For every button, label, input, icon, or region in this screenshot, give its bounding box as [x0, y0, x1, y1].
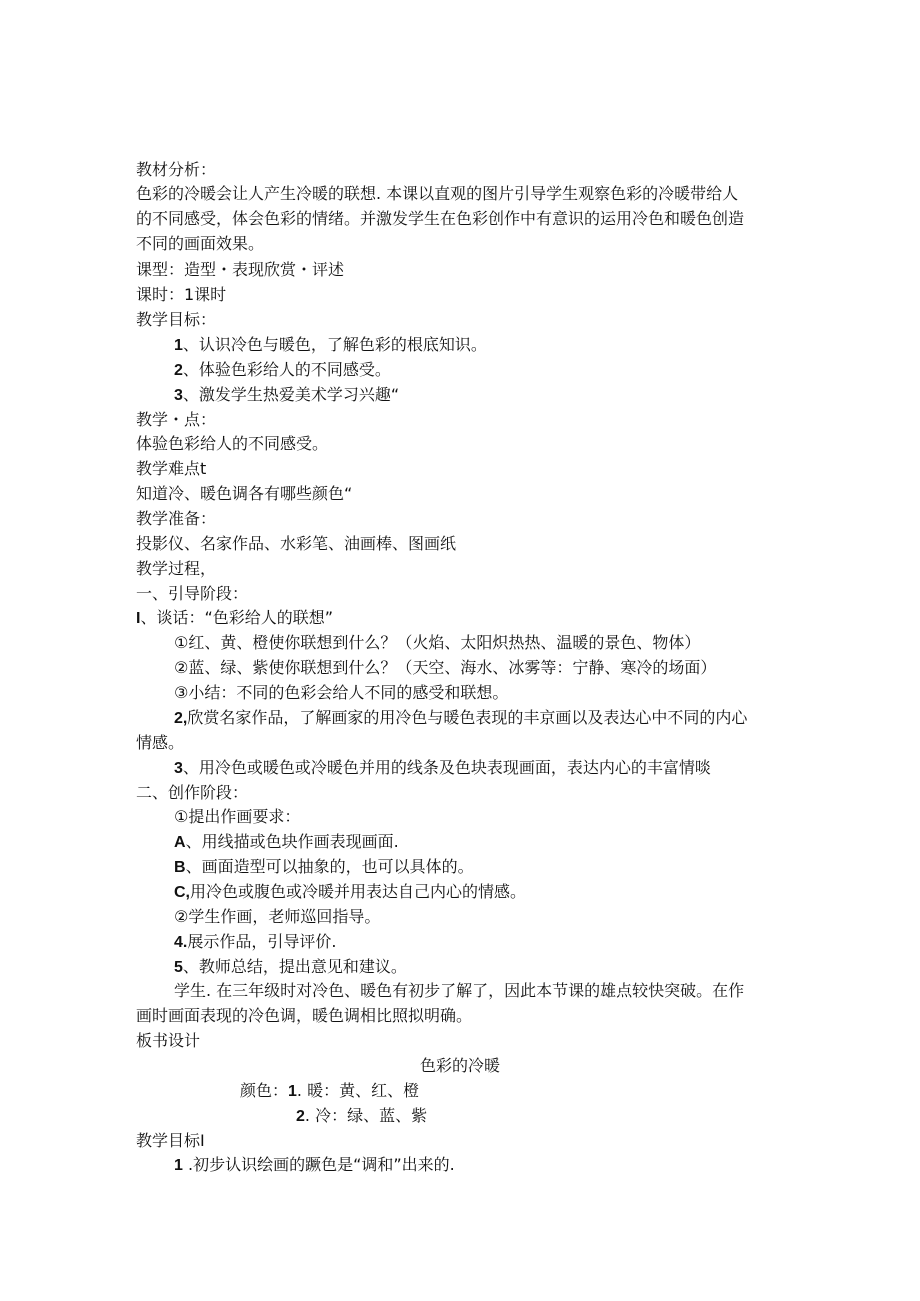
paragraph-line: 的不同感受，体会色彩的情绪。并激发学生在色彩创作中有意识的运用冷色和暖色创造 [136, 209, 745, 228]
board-line: 颜色：1. 暖：黄、红、橙 [240, 1081, 420, 1100]
board-line: 2. 冷：绿、蓝、紫 [296, 1106, 428, 1125]
paragraph-line: 知道冷、暖色调各有哪些颜色“ [136, 484, 353, 503]
lesson-hours: 课时：1课时 [136, 285, 227, 304]
paragraph-line: 学生. 在三年级时对冷色、暖色有初步了解了，因此本节课的雄点较快突破。在作 [174, 981, 745, 1000]
paragraph-line: 投影仪、名家作品、水彩笔、油画棒、图画纸 [136, 534, 457, 553]
list-item: B、画面造型可以抽象的，也可以具体的。 [174, 857, 474, 876]
paragraph-line: 色彩的冷暖会让人产生冷暖的联想. 本课以直观的图片引导学生观察色彩的冷暖带给人 [136, 184, 739, 203]
board-title: 色彩的冷暖 [419, 1056, 500, 1075]
section-heading: 一、引导阶段： [136, 584, 249, 603]
lesson-type: 课型：造型・表现欣赏・评述 [136, 260, 345, 279]
paragraph-line: 画时画面表现的冷色调，暖色调相比照拟明确。 [136, 1006, 473, 1025]
list-item: A、用线描或色块作画表现画面. [174, 832, 399, 851]
list-item: 4.展示作品，引导评价. [174, 932, 337, 951]
paragraph-line: 情感。 [136, 733, 185, 752]
heading-material-analysis: 教材分析： [136, 160, 217, 179]
heading-teaching-process: 教学过程， [136, 559, 217, 578]
list-item: 2,欣赏名家作品，了解画家的用冷色与暖色表现的丰京画以及表达心中不同的内心 [174, 708, 748, 727]
goal-item: 1 .初步认识绘画的蹶色是“调和”出来的. [174, 1155, 455, 1174]
list-item: ②蓝、绿、紫使你联想到什么？（天空、海水、冰雾等：宁静、寒冷的场面） [174, 658, 717, 677]
list-item: I、谈话：“色彩给人的联想” [136, 608, 334, 627]
heading-preparation: 教学准备： [136, 509, 217, 528]
heading-board-design: 板书设计 [136, 1031, 201, 1050]
heading-teaching-goals-2: 教学目标I [136, 1131, 205, 1150]
goal-item: 3、激发学生热爱美术学习兴趣“ [174, 385, 400, 404]
paragraph-line: 不同的画面效果。 [136, 234, 265, 253]
section-heading: 二、创作阶段： [136, 783, 249, 802]
list-item: 5、教师总结，提出意见和建议。 [174, 957, 407, 976]
heading-teaching-goals: 教学目标： [136, 310, 217, 329]
list-item: ①提出作画要求： [174, 807, 301, 826]
goal-item: 2、体验色彩给人的不同感受。 [174, 360, 391, 379]
goal-item: 1、认识冷色与暖色，了解色彩的根底知识。 [174, 335, 487, 354]
list-item: ②学生作画，老师巡回指导。 [174, 907, 381, 926]
paragraph-line: 体验色彩给人的不同感受。 [136, 434, 329, 453]
list-item: ③小结：不同的色彩会给人不同的感受和联想。 [174, 683, 509, 702]
list-item: 3、用冷色或暖色或冷暖色并用的线条及色块表现画面，表达内心的丰富情啖 [174, 758, 711, 777]
heading-difficulty: 教学难点t [136, 459, 207, 478]
list-item: ①红、黄、橙使你联想到什么？（火焰、太阳炽热热、温暖的景色、物体） [174, 633, 701, 652]
heading-key-point: 教学・点： [136, 410, 217, 429]
list-item: C,用冷色或腹色或冷暖并用表达自己内心的情感。 [174, 882, 527, 901]
